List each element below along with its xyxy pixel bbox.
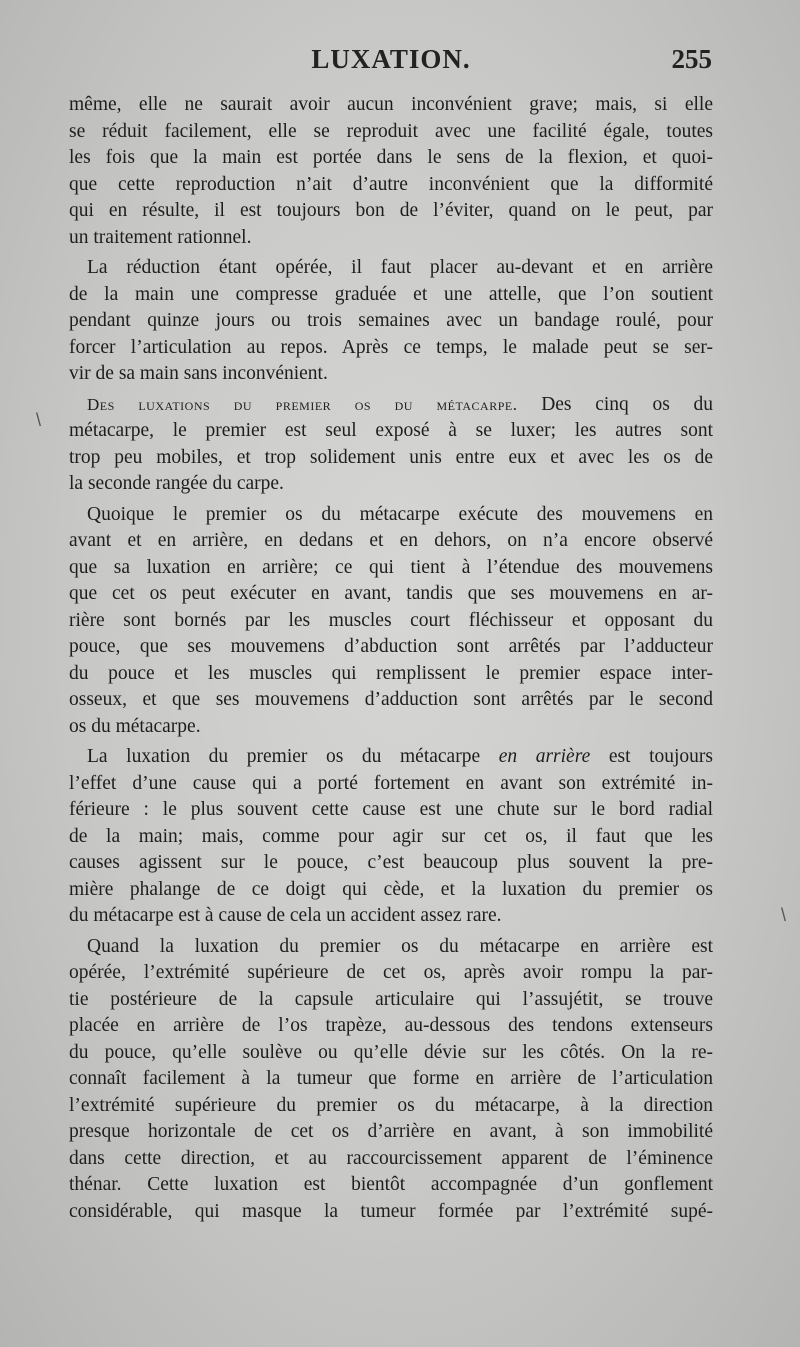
paragraph	[69, 502, 713, 741]
text-line: que cet os peut exécuter en avant, tandis que ses mouvemens en ar-	[69, 583, 713, 604]
text-run: La luxation du premier os du métacarpe	[87, 746, 481, 767]
text-line: dans cette direction, et au raccourcissement apparent de l’éminence	[69, 1147, 713, 1169]
text-line: du métacarpe est à cause de cela un accident assez rare.	[69, 905, 502, 926]
paragraph	[69, 255, 713, 388]
text-line: forcer l’articulation au repos. Après ce temps, le malade peut se ser-	[69, 336, 713, 358]
text-line: presque horizontale de cet os d’arrière en avant, à son immobilité	[69, 1121, 713, 1142]
text-line: la seconde rangée du carpe.	[69, 473, 284, 494]
text-line: Quoique le premier os du métacarpe exécute des mouvemens en	[87, 503, 713, 525]
text-run: Des cinq os du	[541, 393, 713, 415]
text-line: La réduction étant opérée, il faut placer au-devant et en arrière	[87, 257, 713, 278]
text-line: que sa luxation en arrière; ce qui tient à l’étendue des mouvemens	[69, 556, 713, 578]
margin-tick-mark: \	[781, 905, 787, 925]
margin-tick-mark: \	[36, 410, 42, 430]
paragraph	[69, 392, 713, 498]
text-line: même, elle ne saurait avoir aucun inconvénient grave; mais, si elle	[69, 94, 713, 115]
text-line: rière sont bornés par les muscles court fléchisseur et opposant du	[69, 609, 713, 631]
text-line: connaît facilement à la tumeur que forme en arrière de l’articulation	[69, 1068, 713, 1089]
text-line: vir de sa main sans inconvénient.	[69, 363, 328, 384]
paragraph	[69, 744, 713, 930]
page-number: 255	[671, 44, 712, 74]
text-line: qui en résulte, il est toujours bon de l’éviter, quand on le peut, par	[69, 200, 713, 221]
text-line: tie postérieure de la capsule articulaire qui l’assujétit, se trouve	[69, 988, 713, 1010]
text-line: causes agissent sur le pouce, c’est beaucoup plus souvent la pre-	[69, 852, 713, 873]
running-title: LUXATION.	[311, 44, 471, 74]
text-line: férieure : le plus souvent cette cause est une chute sur le bord radial	[69, 799, 713, 820]
text-line: opérée, l’extrémité supérieure de cet os, après avoir rompu la par-	[69, 962, 713, 983]
text-line: os du métacarpe.	[69, 715, 201, 737]
text-line: métacarpe, le premier est seul exposé à se luxer; les autres sont	[69, 420, 713, 441]
text-line: du pouce, qu’elle soulève ou qu’elle dévie sur les côtés. On la re-	[69, 1041, 713, 1063]
text-line: l’extrémité supérieure du premier os du métacarpe, à la direction	[69, 1094, 713, 1116]
paragraph	[69, 92, 713, 251]
text-line: l’effet d’une cause qui a porté fortement en avant son extrémité in-	[69, 772, 713, 794]
text-line: mière phalange de ce doigt qui cède, et la luxation du premier os	[69, 878, 713, 900]
section-heading: Des luxations du premier os du métacarpe.	[87, 394, 518, 414]
text-line: du pouce et les muscles qui remplissent le premier espace inter-	[69, 662, 713, 684]
text-line: pouce, que ses mouvemens d’abduction sont arrêtés par l’adducteur	[69, 636, 713, 657]
italic-run: en arrière	[498, 746, 591, 767]
text-line: les fois que la main est portée dans le sens de la flexion, et quoi-	[69, 147, 713, 168]
text-line: avant et en arrière, en dedans et en dehors, on n’a encore observé	[69, 530, 713, 551]
text-line: considérable, qui masque la tumeur formée par l’extrémité supé-	[69, 1200, 713, 1222]
text-line: placée en arrière de l’os trapèze, au-dessous des tendons extenseurs	[69, 1015, 713, 1036]
text-line: pendant quinze jours ou trois semaines avec un bandage roulé, pour	[69, 310, 713, 331]
body-text	[69, 92, 713, 1225]
text-line: de la main; mais, comme pour agir sur cet os, il faut que les	[69, 825, 713, 847]
text-line: un traitement rationnel.	[69, 226, 252, 248]
text-line: thénar. Cette luxation est bientôt accompagnée d’un gonflement	[69, 1174, 713, 1195]
text-line: que cette reproduction n’ait d’autre inconvénient que la difformité	[69, 173, 713, 195]
paragraph	[69, 934, 713, 1226]
text-line: osseux, et que ses mouvemens d’adduction sont arrêtés par le second	[69, 689, 713, 710]
text-line: se réduit facilement, elle se reproduit avec une facilité égale, toutes	[69, 120, 713, 142]
text-line-with-italic	[69, 744, 713, 771]
text-line: Quand la luxation du premier os du métacarpe en arrière est	[87, 935, 713, 957]
text-line: trop peu mobiles, et trop solidement unis entre eux et avec les os de	[69, 446, 713, 468]
text-line: de la main une compresse graduée et une attelle, que l’on soutient	[69, 283, 713, 305]
text-run: est toujours	[608, 746, 713, 767]
page-header	[70, 44, 712, 84]
section-heading-line	[69, 392, 713, 419]
